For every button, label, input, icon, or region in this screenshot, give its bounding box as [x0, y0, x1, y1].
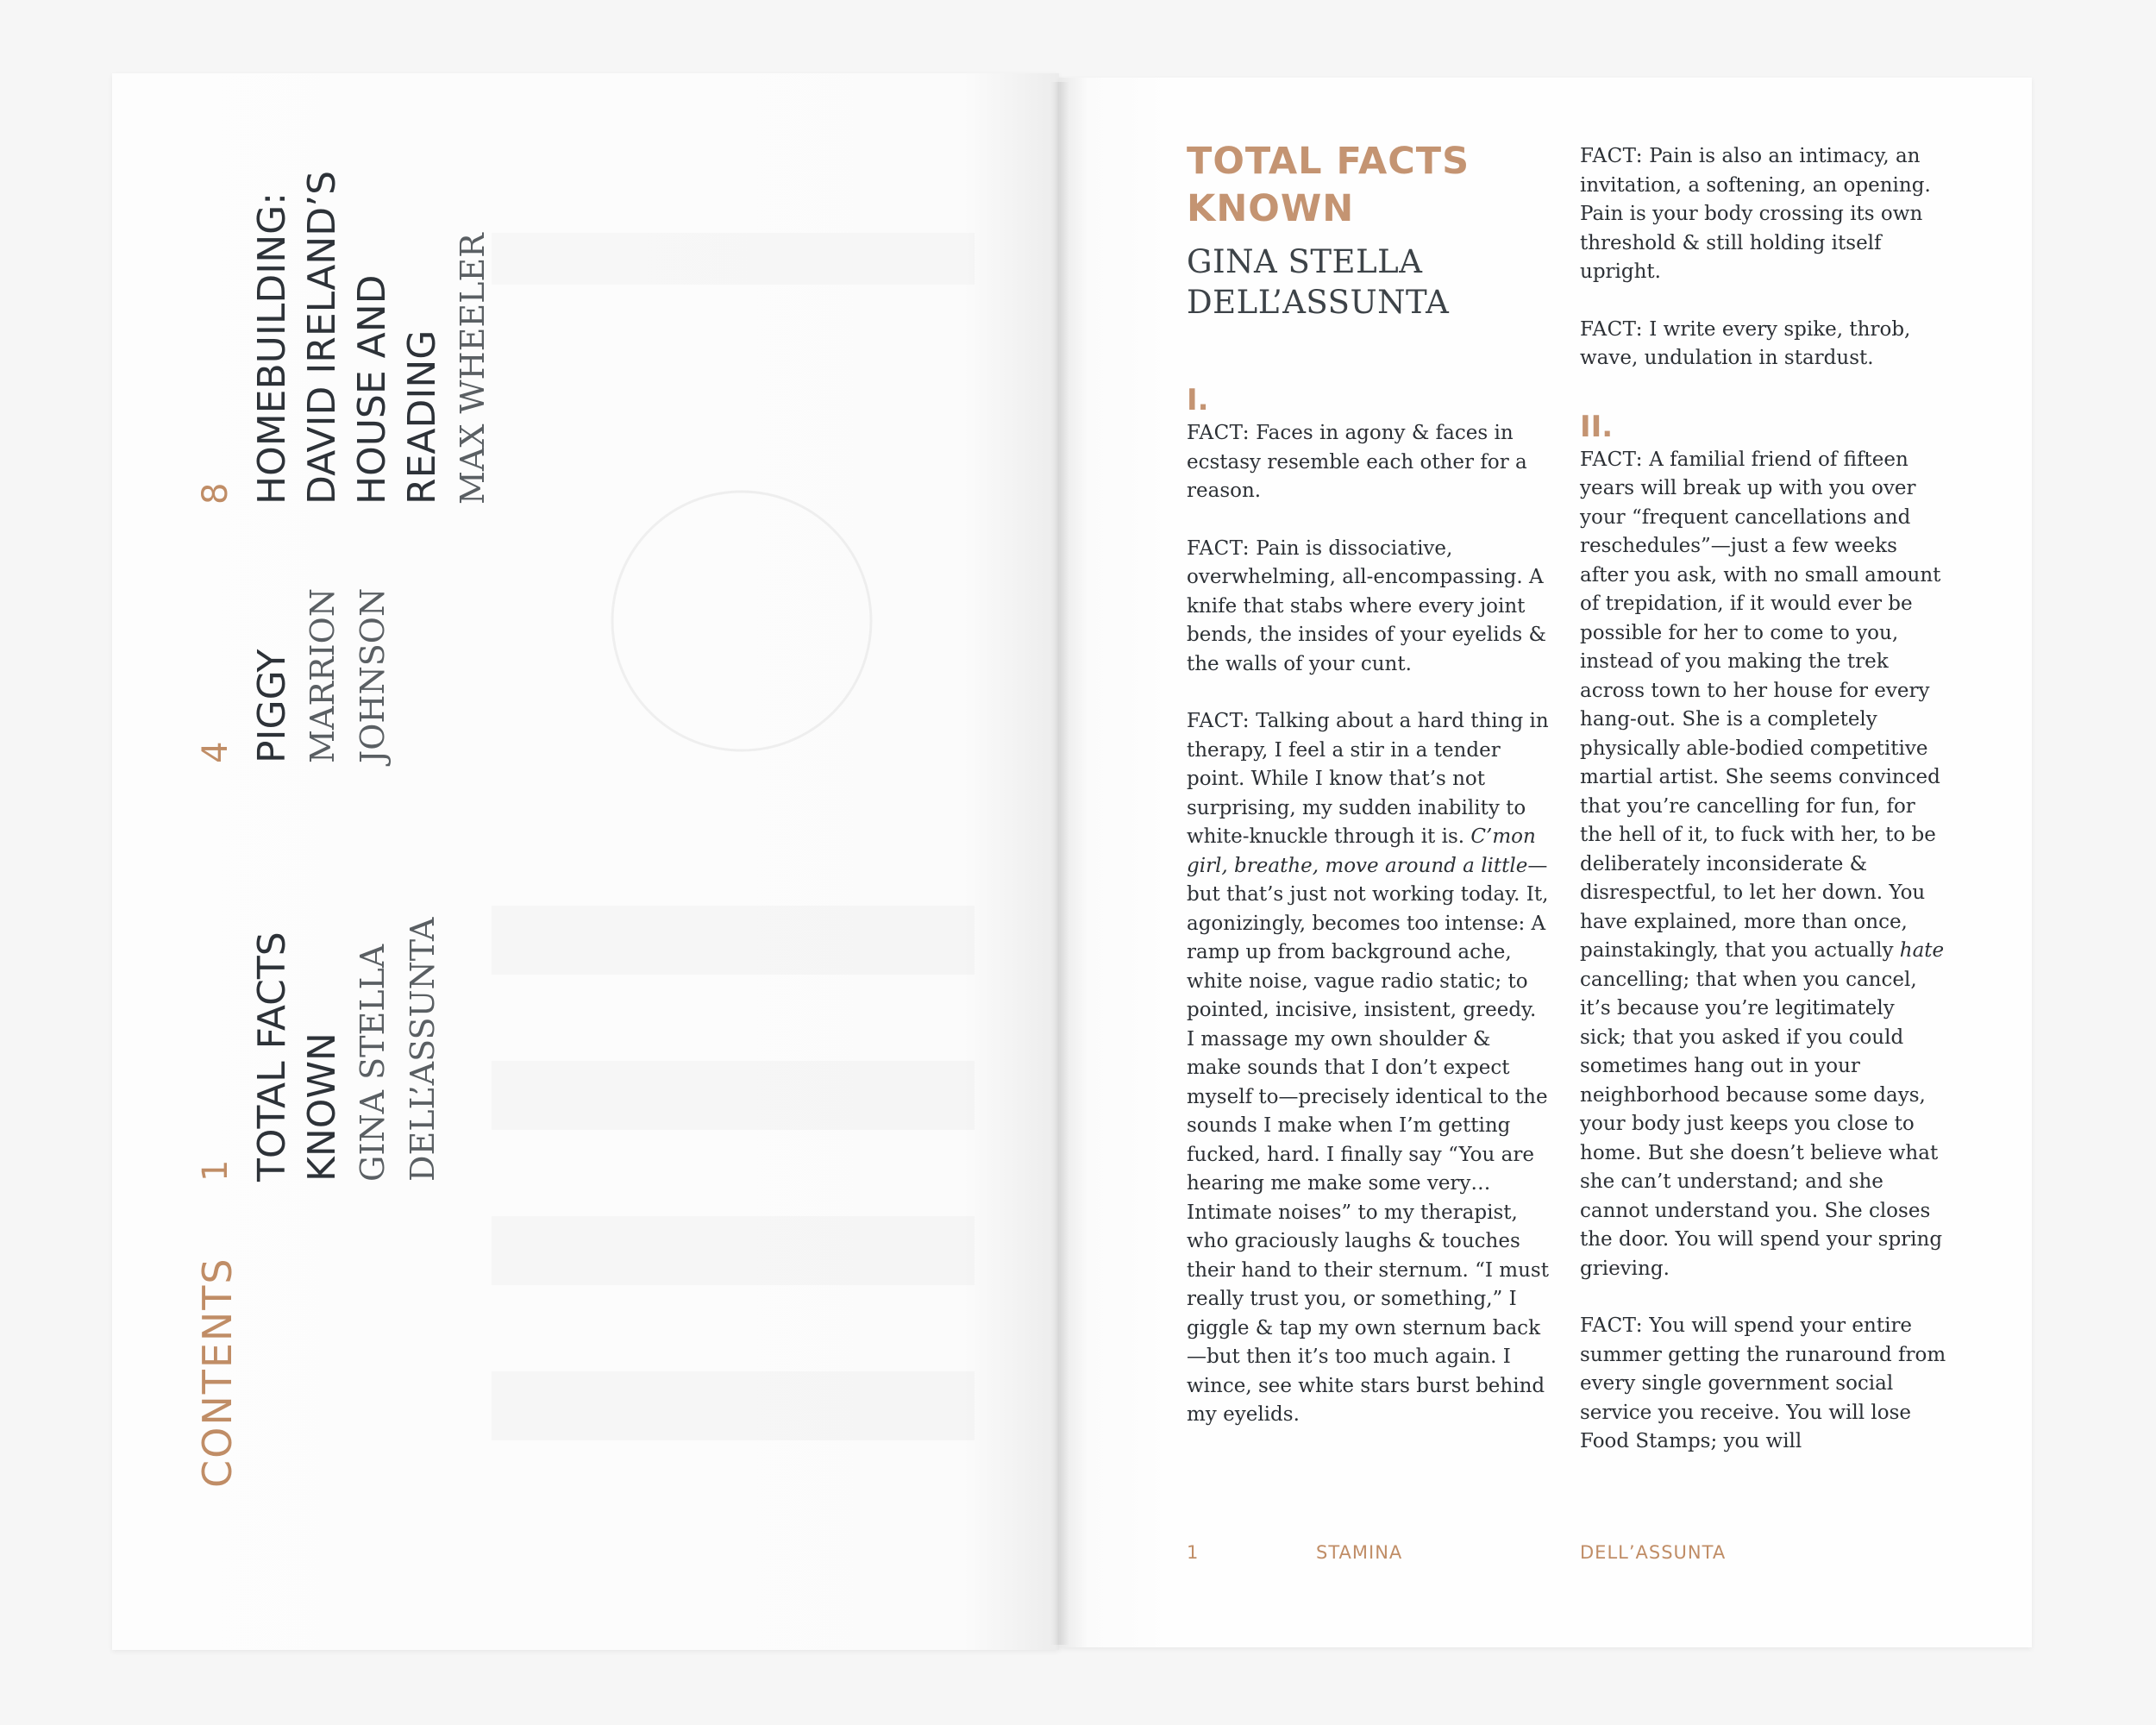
fact-label: FACT: [1580, 145, 1643, 167]
article-column-1 [1187, 138, 1549, 1458]
fact-paragraph [1187, 535, 1549, 680]
fact-paragraph [1580, 1312, 1946, 1457]
toc-title: PIGGY [250, 649, 294, 763]
fact-paragraph [1187, 707, 1549, 1430]
fact-paragraph [1580, 316, 1946, 373]
article-column-2 [1580, 142, 1946, 1485]
fact-italic-text: hate [1899, 939, 1945, 962]
toc-page-number: 8 [196, 482, 235, 505]
fact-text-part: A familial friend of fifteen years will break up with you over your “frequent cancellations and reschedules”—just a few weeks after you ask, with no small amount of trepidation, if it would ever be possible for her to come to you, instead of you making the trek across town to her house for every hang-out. She is a completely physically able-bodied competitive martial artist. She seems convinced that you’re cancelling for fun, for the hell of it, to fuck with her, to be deliberately inconsiderate & disrespectful, to let her down. You have explained, more than once, painstakingly, that you actually [1580, 448, 1941, 962]
article-author: GINA STELLA DELL’ASSUNTA [1187, 243, 1450, 321]
fact-label: FACT: [1580, 448, 1643, 471]
fact-text: I write every spike, throb, wave, undulation in stardust. [1580, 317, 1911, 369]
fact-paragraph [1187, 419, 1549, 506]
toc-author: MARRION JOHNSON [304, 587, 392, 763]
toc-page-number: 1 [196, 1159, 235, 1182]
toc-title: HOMEBUILDING: DAVID IRELAND’S HOUSE AND READING [250, 170, 444, 505]
table-of-contents [185, 142, 496, 1488]
fact-text-part: —but that’s just not working today. It, agonizingly, becomes too intense: A ramp up from background ache, white noise, vague radio static; to pointed, incisive, insistent, greedy. I massage my own shoulder & make sounds that I don’t expect myself to—precisely identical to the sounds I make when I’m getting fucked, hard. I finally say “You are hearing me make some very… Intimate noises” to my therapist, who graciously laughs & touches their hand to their sternum. “I must really trust you, or something,” I giggle & tap my own sternum back—but then it’s too much again. I wince, see white stars burst behind my eyelids. [1187, 854, 1549, 1426]
fact-paragraph [1580, 446, 1946, 1284]
fact-text: Pain is dissociative, overwhelming, all-encompassing. A knife that stabs where every joint bends, the insides of your eyelids & the walls of your cunt. [1187, 536, 1546, 675]
fact-text: Pain is also an intimacy, an invitation, a softening, an opening. Pain is your body crossing its own threshold & still holding itself upright. [1580, 145, 1931, 283]
toc-entry-1[interactable] [194, 918, 448, 1182]
fact-label: FACT: [1187, 536, 1250, 560]
spine-shadow [1050, 82, 1069, 1645]
toc-title: TOTAL FACTS KNOWN [250, 932, 344, 1182]
toc-page-number: 4 [196, 741, 235, 763]
footer-publication: STAMINA [1316, 1542, 1403, 1563]
toc-author: MAX WHEELER [454, 233, 492, 505]
fact-text [1580, 448, 1944, 1280]
fact-text: Faces in agony & faces in ecstasy resemble each other for a reason. [1187, 422, 1527, 502]
fact-text: You will spend your entire summer getting the runaround from every single government social service you receive. You will lose Food Stamps; you will [1580, 1314, 1946, 1452]
fact-label: FACT: [1580, 1314, 1643, 1337]
footer-running-head: DELL’ASSUNTA [1580, 1542, 1727, 1563]
toc-author: GINA STELLA DELL’ASSUNTA [354, 917, 442, 1182]
article-title: TOTAL FACTS KNOWN [1187, 140, 1470, 230]
section-number-2: II. [1580, 409, 1614, 444]
fact-label: FACT: [1187, 710, 1250, 732]
fact-text-part: Talking about a hard thing in therapy, I feel a stir in a tender point. While I know that’s not surprising, my sudden inability to white-knuckle through it is. [1187, 710, 1549, 848]
fact-label: FACT: [1580, 317, 1643, 341]
fact-label: FACT: [1187, 422, 1250, 444]
fact-text [1187, 710, 1549, 1426]
fact-paragraph [1580, 142, 1946, 287]
toc-entry-4[interactable] [194, 588, 398, 763]
toc-entry-8[interactable] [194, 171, 498, 505]
contents-heading: CONTENTS [194, 1257, 241, 1488]
footer-page-number: 1 [1187, 1542, 1200, 1563]
fact-text-part: cancelling; that when you cancel, it’s because you’re legitimately sick; that you asked if you could sometimes hang out in your neighborhood because some days, your body just keeps you close to home. But she doesn’t believe what she can’t understand; and she cannot understand you. She closes the door. You will spend your spring grieving. [1580, 968, 1943, 1280]
section-number-1: I. [1187, 383, 1209, 417]
fact-italic-text: C’mon girl, breathe, move around a little [1187, 825, 1536, 877]
